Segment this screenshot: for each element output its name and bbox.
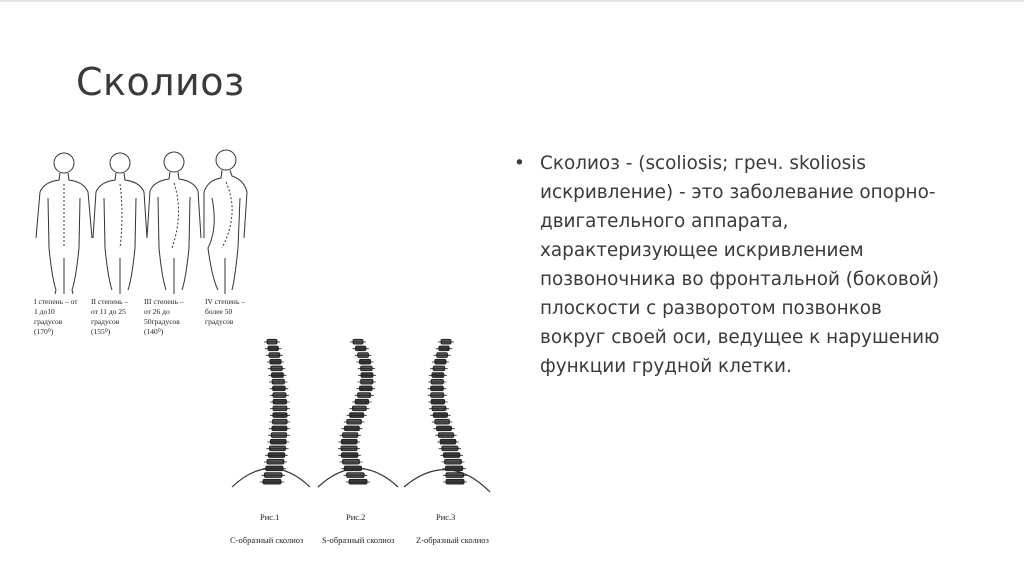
spine-type-2: S-образный сколиоз [322,535,395,545]
definition-text: Сколиоз - (scoliosis; греч. skoliosis искривление) - это заболевание опорно-двигательного аппарата, характеризующее искривлением позвоночника во фронтальной (боковой) плоскости с разворотом позвонков вокруг своей оси, ведущее к нарушению функции грудной клетки. [540,153,940,377]
degree-caption-2-line-1: II степень – [91,297,129,306]
degree-caption-3-line-1: III степень – [144,297,184,306]
spine-figure-label-3: Рис.3 [436,512,456,522]
degree-caption-4-line-3: градусов [205,317,234,326]
degree-caption-1-line-3: градусов [34,317,63,326]
degree-caption-2-line-4: (155⁰) [91,327,111,336]
spine-figure-label-2: Рис.2 [346,512,366,522]
body-silhouette-2 [93,153,147,294]
degree-caption-3-line-4: (140⁰) [144,327,164,336]
degree-caption-2-line-2: от 11 до 25 [91,307,126,316]
slide-title: Сколиоз [76,60,245,104]
spine-type-3: Z-образный сколиоз [416,535,489,545]
degree-caption-2-line-3: градусов [91,317,120,326]
degree-caption-4-line-1: IV степень – [205,297,245,306]
degree-caption-1-line-1: I степень – от [34,297,78,306]
degree-caption-1-line-2: 1 до10 [34,307,55,316]
spine-types-figure [226,332,516,557]
degree-caption-1-line-4: (170⁰) [34,327,54,336]
degree-caption-3-line-3: 50градусов [144,317,180,326]
scoliosis-degrees-figure [22,118,252,348]
body-silhouette-1 [36,153,92,294]
spine-figure-label-1: Рис.1 [260,512,280,522]
degree-caption-3-line-2: от 26 до [144,307,170,316]
definition-bullet [514,149,944,381]
spine-type-1: С-образный сколиоз [230,535,304,545]
bullet-dot: • [514,153,525,174]
body-silhouette-3 [147,152,201,294]
degree-caption-4-line-2: более 50 [205,307,233,316]
body-silhouette-4 [204,150,247,294]
top-border [0,0,1024,2]
